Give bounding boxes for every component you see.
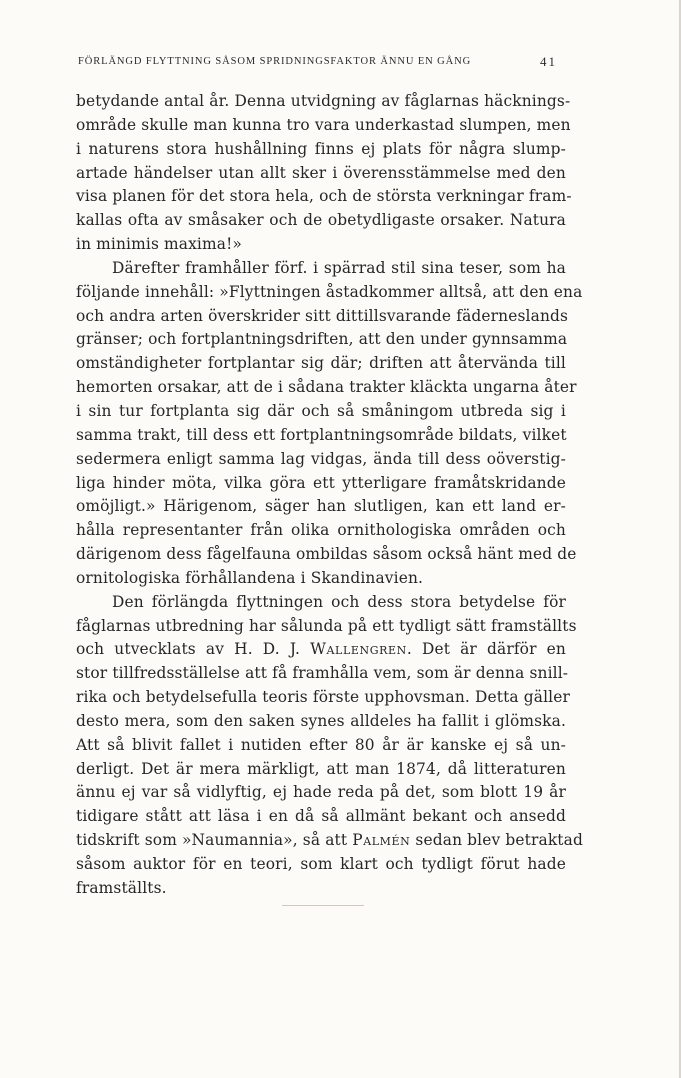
text-line: kallas ofta av småsaker och de obetydligaste orsaker. Natura — [76, 211, 566, 230]
text-line: framställts. — [76, 878, 167, 897]
text-fragment: tidskrift som »Naumannia», så att — [76, 831, 353, 850]
text-fragment: sedan blev betraktad — [410, 831, 583, 850]
text-line: stor tillfredsställelse att få framhålla vem, som är denna snill- — [76, 664, 569, 683]
footer-rule — [282, 905, 364, 906]
text-line: i naturens stora hushållning finns ej plats för några slump- — [76, 139, 566, 158]
text-line: Den förlängda flyttningen och dess stora betydelse för — [112, 592, 566, 611]
text-line: gränser; och fortplantningsdriften, att den under gynnsamma — [76, 330, 568, 349]
text-line: rika och betydelsefulla teoris förste upphovsman. Detta gäller — [76, 688, 571, 707]
text-line: Att så blivit fallet i nutiden efter 80 år är kanske ej så un- — [76, 735, 566, 754]
text-line: Därefter framhåller förf. i spärrad stil sina teser, som ha — [112, 258, 566, 277]
text-line: desto mera, som den saken synes alldeles ha fallit i glömska. — [76, 711, 566, 730]
text-line: omständigheter fortplantar sig där; driften att återvända till — [76, 354, 566, 373]
text-line: fåglarnas utbredning har sålunda på ett tydligt sätt framställts — [76, 616, 577, 635]
text-fragment: och utvecklats av H. D. J. — [76, 640, 311, 659]
text-line — [76, 305, 569, 329]
text-line: liga hinder möta, vilka göra ett ytterligare framåtskridande — [76, 473, 566, 492]
text-line: visa planen för det stora hela, och de största verkningar fram- — [76, 187, 572, 206]
text-line: därigenom dess fågelfauna ombildas såsom också hänt med de — [76, 545, 577, 564]
running-head: FÖRLÄNGD FLYTTNING SÅSOM SPRIDNINGSFAKTOR ÄNNU EN GÅNG — [78, 56, 472, 67]
text-line: artade händelser utan allt sker i överensstämmelse med den — [76, 163, 566, 182]
text-line — [76, 829, 583, 853]
author-name: Wallengren — [310, 640, 407, 659]
text-line: omöjligt.» Härigenom, säger han slutligen, kan ett land er- — [76, 497, 566, 516]
text-line: ännu ej var så vidlyftig, ej hade reda på det, som blott 19 år — [76, 783, 566, 802]
page-number: 41 — [540, 54, 557, 69]
text-line: betydande antal år. Denna utvidgning av fåglarnas häcknings- — [76, 92, 571, 110]
text-line: tidigare stått att läsa i en då så allmänt bekant och ansedd — [76, 807, 566, 826]
body-text — [76, 90, 583, 901]
text-line: in minimis maxima!» — [76, 235, 242, 254]
text-line: följande innehåll: »Flyttningen åstadkommer alltså, att den ena — [76, 282, 583, 301]
text-line: hålla representanter från olika ornithologiska områden och — [76, 521, 566, 540]
text-line: såsom auktor för en teori, som klart och tydligt förut hade — [76, 855, 566, 873]
text-line — [76, 638, 566, 662]
text-fragment: s — [560, 306, 569, 325]
text-line: derligt. Det är mera märkligt, att man 1874, då litteraturen — [76, 759, 566, 778]
text-line: sedermera enligt samma lag vidgas, ända till dess oöverstig- — [76, 449, 566, 468]
author-name: Palmén — [352, 831, 411, 850]
text-fragment: . Det är därför en — [406, 640, 566, 659]
text-line: i sin tur fortplanta sig där och så småningom utbreda sig i — [76, 401, 566, 420]
text-line: samma trakt, till dess ett fortplantningsområde bildats, vilket — [76, 425, 567, 444]
text-fragment: och andra arten överskrider sitt dittillsvarande fädernesland — [76, 306, 561, 325]
text-line: ornitologiska förhållandena i Skandinavien. — [76, 568, 424, 587]
text-line: hemorten orsakar, att de i sådana trakter kläckta ungarna åter — [76, 378, 577, 397]
text-line: område skulle man kunna tro vara underkastad slumpen, men — [76, 115, 571, 134]
